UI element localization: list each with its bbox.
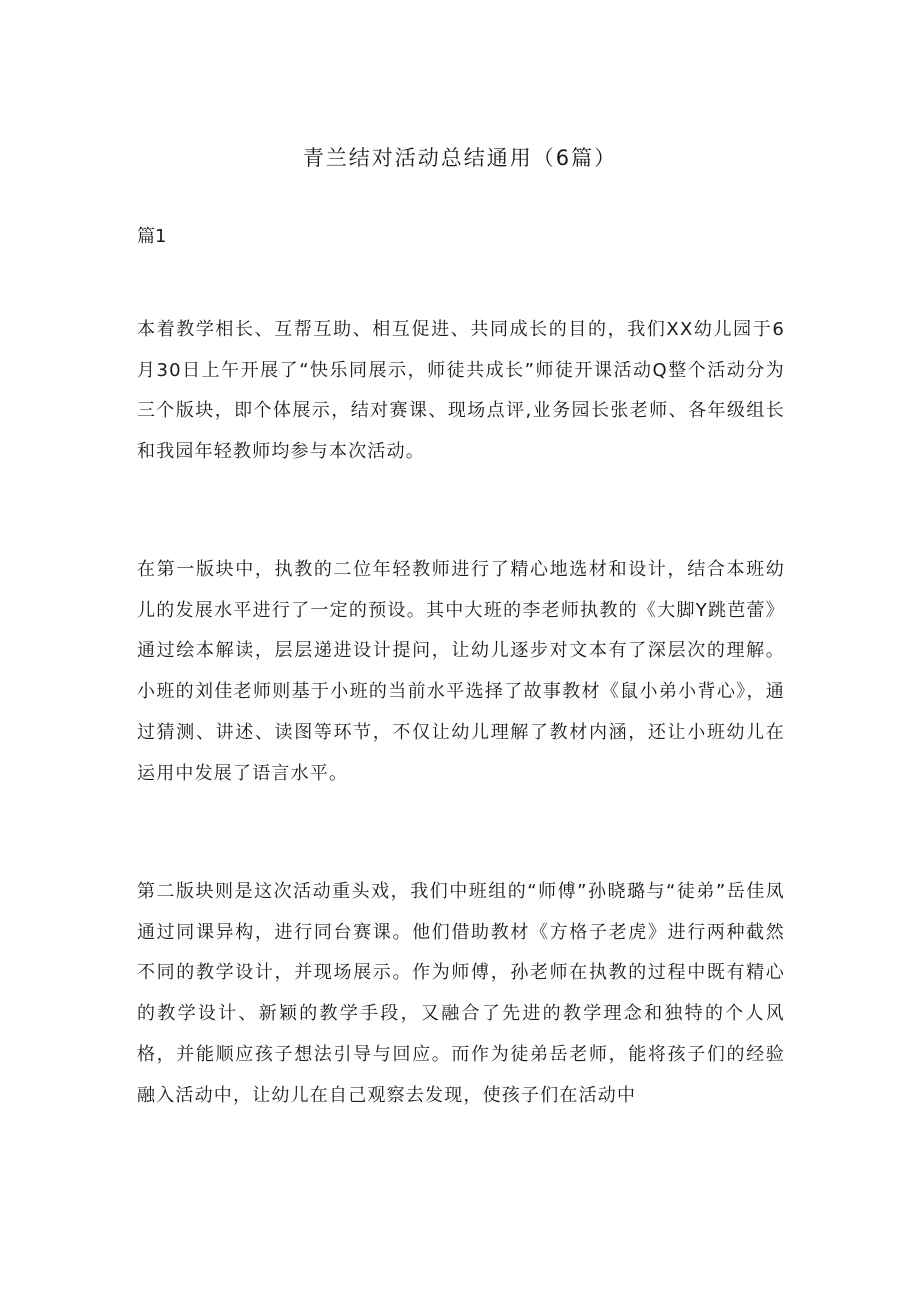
section-label: 篇1 <box>137 226 167 247</box>
paragraph-1: 本着教学相长、互帮互助、相互促进、共同成长的目的，我们XX幼儿园于6月30日上午开展了“快乐同展示，师徒共成长”师徒开课活动Q整个活动分为三个版块，即个体展示，结对赛课、现场点评,业务园长张老师、各年级组长和我园年轻教师均参与本次活动。 <box>137 319 785 463</box>
paragraph-3: 第二版块则是这次活动重头戏，我们中班组的“师傅”孙晓璐与“徒弟”岳佳凤通过同课异构，进行同台赛课。他们借助教材《方格子老虎》进行两种截然不同的教学设计，并现场展示。作为师傅，孙老师在执教的过程中既有精心的教学设计、新颖的教学手段，又融合了先进的教学理念和独特的个人风格，并能顺应孩子想法引导与回应。而作为徒弟岳老师，能将孩子们的经验融入活动中，让幼儿在自己观察去发现，使孩子们在活动中 <box>137 881 785 1106</box>
document-title: 青兰结对活动总结通用（6篇） <box>302 146 618 170</box>
paragraph-2: 在第一版块中，执教的二位年轻教师进行了精心地选材和设计，结合本班幼儿的发展水平进行了一定的预设。其中大班的李老师执教的《大脚Y跳芭蕾》通过绘本解读，层层递进设计提问，让幼儿逐步对文本有了深层次的理解。小班的刘佳老师则基于小班的当前水平选择了故事教材《鼠小弟小背心》，通过猜测、讲述、读图等环节，不仅让幼儿理解了教材内涵，还让小班幼儿在运用中发展了语言水平。 <box>137 559 785 784</box>
